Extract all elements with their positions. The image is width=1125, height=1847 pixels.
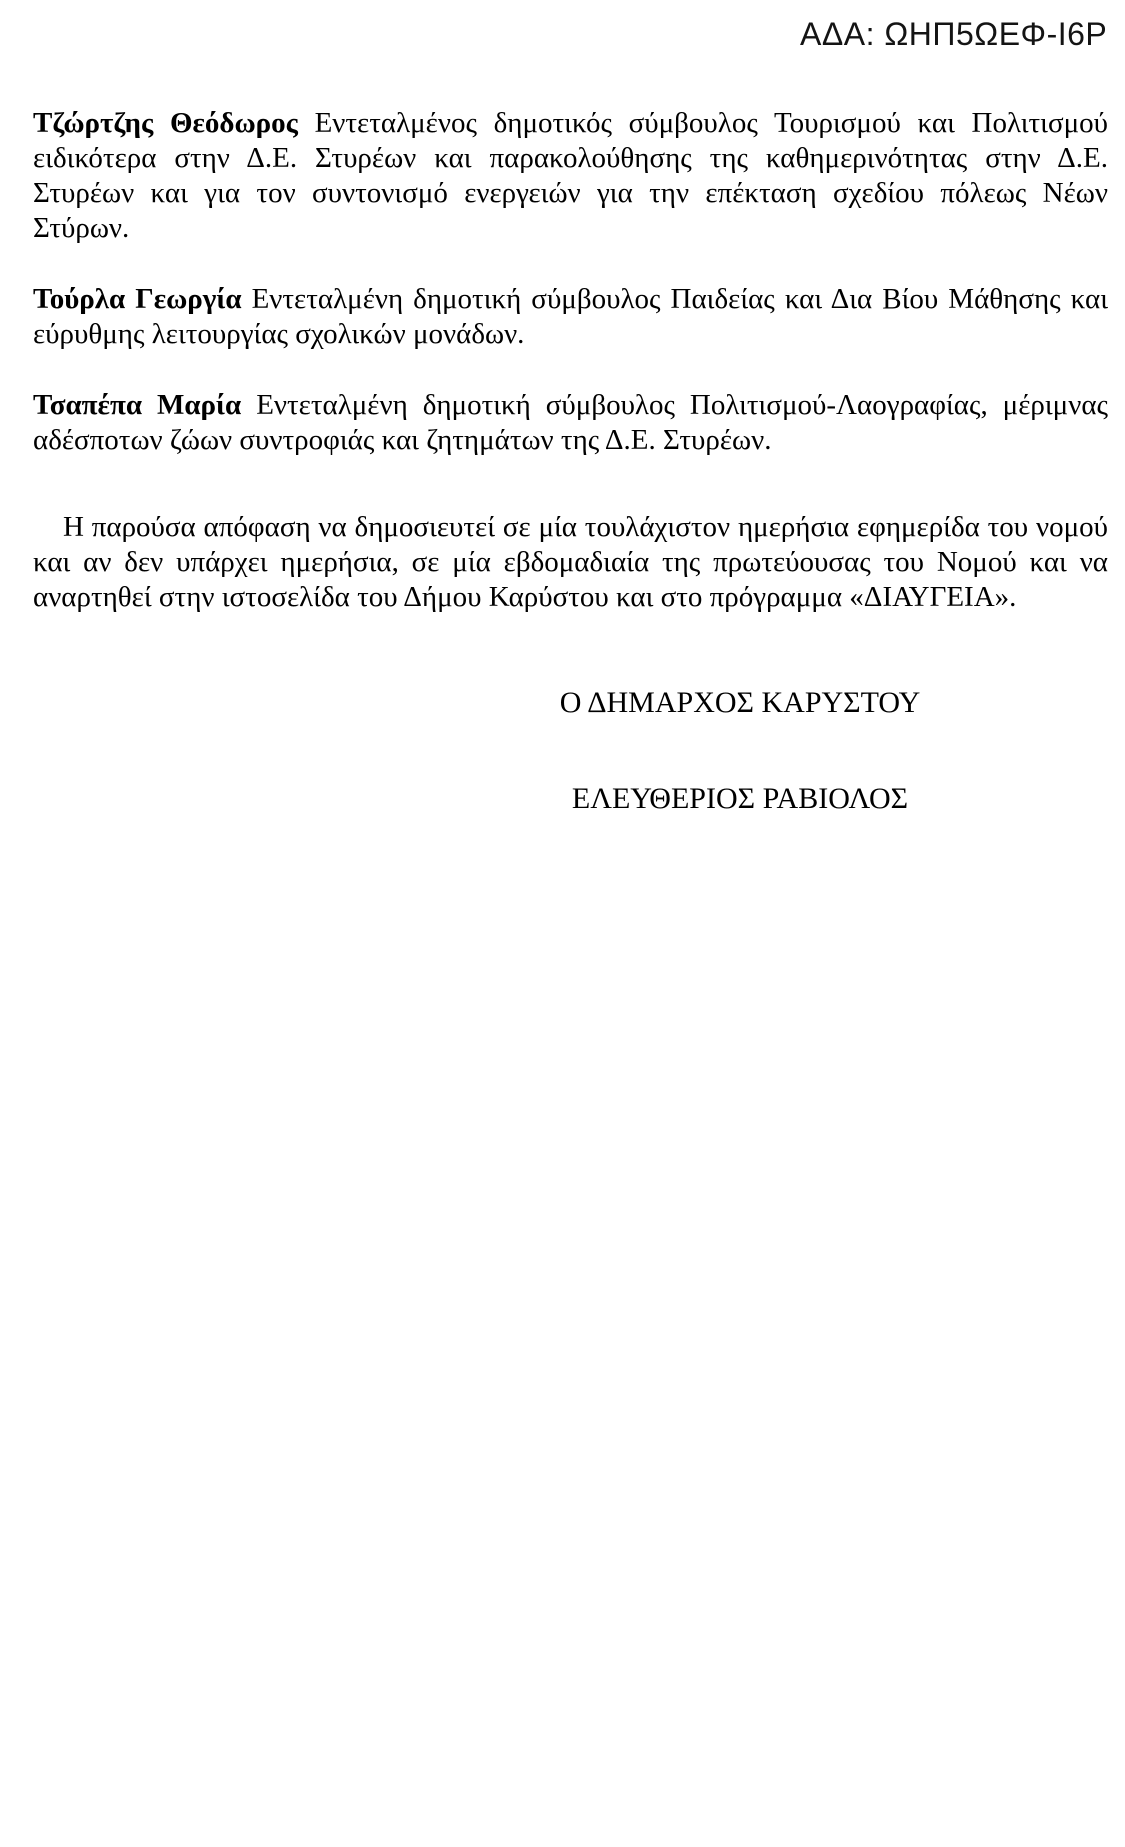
officer-paragraph	[33, 388, 1108, 458]
document-body	[33, 106, 1108, 651]
closing-paragraph: Η παρούσα απόφαση να δημοσιευτεί σε μία τουλάχιστον ημερήσια εφημερίδα του νομού και αν δεν υπάρχει ημερήσια, σε μία εβδομαδιαία της πρωτεύουσας του Νομού και να αναρτηθεί στην ιστοσελίδα του Δήμου Καρύστου και στο πρόγραμμα «ΔΙΑΥΓΕΙΑ».	[33, 511, 1108, 613]
ada-code: ΑΔΑ: ΩΗΠ5ΩΕΦ-Ι6Ρ	[800, 16, 1108, 52]
signature-title: Ο ΔΗΜΑΡΧΟΣ ΚΑΡΥΣΤΟΥ	[559, 686, 921, 719]
officer-role-text: Εντεταλμένη δημοτική σύμβουλος Παιδείας και Δια Βίου Μάθησης και εύρυθμης λειτουργίας σχολικών μονάδων.	[33, 283, 1109, 350]
signature-block	[555, 686, 925, 816]
officer-name: Τζώρτζης Θεόδωρος	[33, 107, 298, 139]
officer-role-text: Εντεταλμένος δημοτικός σύμβουλος Τουρισμού και Πολιτισμού ειδικότερα στην Δ.Ε. Στυρέων και παρακολούθησης της καθημερινότητας στην Δ.Ε. Στυρέων και για τον συντονισμό ενεργειών για την επέκταση σχεδίου πόλεως Νέων Στύρων.	[33, 107, 1108, 244]
signature-name: ΕΛΕΥΘΕΡΙΟΣ ΡΑΒΙΟΛΟΣ	[571, 782, 909, 815]
officer-name: Τσαπέπα Μαρία	[33, 389, 242, 421]
officer-paragraph	[33, 106, 1108, 246]
officer-paragraph	[33, 282, 1108, 352]
officer-role-text: Εντεταλμένη δημοτική σύμβουλος Πολιτισμού-Λαογραφίας, μέριμνας αδέσποτων ζώων συντροφιάς και ζητημάτων της Δ.Ε. Στυρέων.	[33, 389, 1108, 456]
officer-name: Τούρλα Γεωργία	[33, 283, 242, 315]
